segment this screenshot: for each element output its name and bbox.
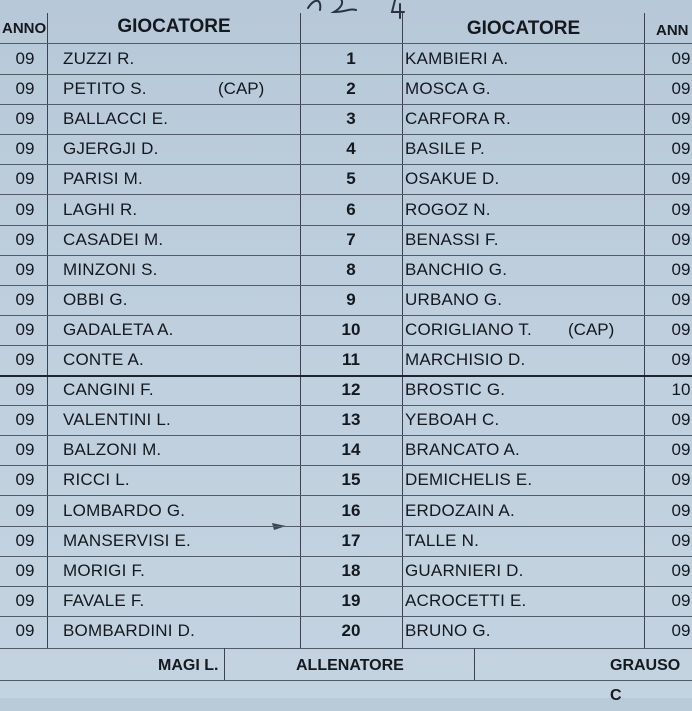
anno-header-left: ANNO	[2, 20, 47, 37]
shirt-number: 15	[341, 470, 361, 490]
anno-left: 09	[15, 289, 35, 309]
captain-mark-right	[568, 225, 642, 255]
coach-label: ALLENATORE	[296, 657, 404, 674]
anno-right: 09	[671, 560, 691, 580]
player-name-right: GUARNIERI D.	[405, 560, 524, 580]
anno-right: 09	[671, 530, 691, 550]
shirt-number: 20	[341, 620, 361, 640]
captain-mark-right	[568, 44, 642, 74]
player-name-right: MOSCA G.	[405, 79, 491, 99]
shirt-number: 13	[341, 410, 361, 430]
shirt-number: 12	[341, 380, 361, 400]
anno-left: 09	[15, 229, 35, 249]
player-name-right: KAMBIERI A.	[405, 49, 509, 68]
anno-left: 09	[15, 169, 35, 189]
anno-right: 09	[671, 470, 691, 490]
anno-left: 09	[15, 259, 35, 279]
anno-right: 09	[671, 440, 691, 460]
captain-mark-left	[218, 616, 298, 646]
player-name-left: MANSERVISI E.	[63, 530, 191, 550]
anno-right: 09	[671, 49, 691, 68]
anno-left: 09	[15, 590, 35, 610]
player-name-left: CONTE A.	[63, 350, 144, 369]
captain-mark-right	[568, 616, 642, 646]
coach-right: GRAUSO C	[610, 657, 681, 704]
captain-mark-left	[218, 375, 298, 405]
anno-left: 09	[15, 49, 35, 68]
player-name-right: MARCHISIO D.	[405, 350, 526, 369]
player-name-right: BANCHIO G.	[405, 259, 508, 279]
player-name-right: BRUNO G.	[405, 620, 491, 640]
anno-left: 09	[15, 410, 35, 430]
player-name-right: BRANCATO A.	[405, 440, 520, 460]
player-name-left: BALZONI M.	[63, 440, 162, 460]
shirt-number: 10	[341, 319, 361, 339]
anno-right: 09	[671, 79, 691, 99]
row-divider	[0, 104, 692, 105]
player-name-right: BASILE P.	[405, 139, 485, 159]
captain-mark-right	[568, 345, 642, 375]
player-name-left: MINZONI S.	[63, 259, 158, 279]
captain-mark-right	[568, 375, 642, 405]
anno-right: 09	[671, 500, 691, 520]
grid-line	[474, 648, 475, 680]
anno-left: 09	[15, 530, 35, 550]
captain-mark-right	[568, 285, 642, 315]
captain-mark-right	[568, 586, 642, 616]
player-name-left: RICCI L.	[63, 470, 130, 490]
captain-mark-right	[568, 164, 642, 194]
shirt-number: 9	[346, 289, 356, 309]
anno-right: 09	[671, 139, 691, 159]
shirt-number: 1	[346, 49, 356, 68]
anno-right: 09	[671, 229, 691, 249]
shirt-number: 8	[346, 259, 356, 279]
anno-left: 09	[15, 470, 35, 490]
shirt-number: 14	[341, 440, 361, 460]
shirt-number: 18	[341, 560, 361, 580]
anno-right: 09	[671, 410, 691, 430]
captain-mark-left	[218, 405, 298, 435]
anno-right: 09	[671, 350, 691, 369]
player-name-left: CANGINI F.	[63, 380, 154, 400]
captain-mark-left	[218, 586, 298, 616]
shirt-number: 17	[341, 530, 361, 550]
table-bottom-line	[0, 648, 692, 649]
captain-mark-right	[568, 134, 642, 164]
row-divider	[0, 74, 692, 75]
player-name-right: URBANO G.	[405, 289, 503, 309]
captain-mark-left	[218, 195, 298, 225]
row-divider	[0, 495, 692, 496]
anno-left: 09	[15, 560, 35, 580]
row-divider	[0, 225, 692, 226]
anno-left: 09	[15, 139, 35, 159]
shirt-number: 7	[346, 229, 356, 249]
player-name-left: PARISI M.	[63, 169, 143, 189]
anno-right: 09	[671, 289, 691, 309]
player-name-left: OBBI G.	[63, 289, 128, 309]
player-name-left: CASADEI M.	[63, 229, 164, 249]
row-divider	[0, 315, 692, 316]
giocatore-header-left: GIOCATORE	[117, 16, 231, 37]
captain-mark-right	[568, 435, 642, 465]
captain-mark-left	[218, 465, 298, 495]
row-divider	[0, 405, 692, 406]
anno-left: 09	[15, 620, 35, 640]
captain-mark-left	[218, 255, 298, 285]
captain-mark-left	[218, 435, 298, 465]
player-name-left: MORIGI F.	[63, 560, 146, 580]
row-divider	[0, 164, 692, 165]
player-name-left: GADALETA A.	[63, 319, 174, 339]
anno-right: 09	[671, 590, 691, 610]
shirt-number: 19	[341, 590, 361, 610]
player-name-right: CORIGLIANO T.	[405, 319, 532, 339]
row-divider	[0, 43, 692, 44]
player-name-right: CARFORA R.	[405, 109, 511, 129]
anno-right: 09	[671, 109, 691, 129]
captain-mark-left	[218, 164, 298, 194]
player-name-left: BALLACCI E.	[63, 109, 169, 129]
grid-line	[300, 13, 301, 649]
shirt-number: 6	[346, 199, 356, 219]
grid-line	[644, 13, 645, 649]
captain-mark-left	[218, 556, 298, 586]
row-divider	[0, 134, 692, 135]
captain-mark-left: (CAP)	[218, 79, 265, 99]
player-name-left: VALENTINI L.	[63, 410, 171, 430]
captain-mark-right	[568, 526, 642, 556]
captain-mark-right	[568, 255, 642, 285]
anno-left: 09	[15, 350, 35, 369]
captain-mark-left	[218, 285, 298, 315]
captain-mark-left	[218, 104, 298, 134]
anno-header-right: ANN	[656, 22, 689, 39]
row-divider	[0, 194, 692, 195]
player-name-right: OSAKUE D.	[405, 169, 500, 189]
player-name-right: BROSTIC G.	[405, 380, 506, 400]
giocatore-header-right: GIOCATORE	[466, 18, 581, 39]
player-name-left: BOMBARDINI D.	[63, 620, 196, 640]
player-name-left: FAVALE F.	[63, 590, 145, 610]
row-divider	[0, 435, 692, 436]
anno-left: 09	[15, 500, 35, 520]
row-divider	[0, 465, 692, 466]
row-divider	[0, 586, 692, 587]
player-name-left: LAGHI R.	[63, 199, 138, 219]
shirt-number: 3	[346, 109, 356, 129]
row-divider	[0, 255, 692, 256]
shirt-number: 11	[342, 350, 360, 369]
anno-right: 09	[671, 259, 691, 279]
captain-mark-left	[218, 345, 298, 375]
player-name-left: LOMBARDO G.	[63, 500, 186, 520]
grid-line	[402, 13, 403, 649]
shirt-number: 4	[346, 139, 356, 159]
grid-line	[224, 648, 225, 680]
anno-left: 09	[15, 440, 35, 460]
player-name-right: ERDOZAIN A.	[405, 500, 515, 520]
anno-left: 09	[15, 319, 35, 339]
row-divider	[0, 556, 692, 557]
anno-right: 09	[671, 199, 691, 219]
shirt-number: 16	[341, 500, 361, 520]
row-divider	[0, 375, 692, 377]
captain-mark-right	[568, 496, 642, 526]
captain-mark-right	[568, 465, 642, 495]
captain-mark-right	[568, 74, 642, 104]
anno-right: 09	[671, 319, 691, 339]
captain-mark-right	[568, 556, 642, 586]
player-name-left: GJERGJI D.	[63, 139, 159, 159]
player-name-left: ZUZZI R.	[63, 49, 135, 68]
player-name-right: ACROCETTI E.	[405, 590, 527, 610]
captain-mark-left	[218, 225, 298, 255]
player-name-right: BENASSI F.	[405, 229, 499, 249]
captain-mark-right: (CAP)	[568, 319, 615, 339]
anno-left: 09	[15, 79, 35, 99]
anno-right: 10	[671, 380, 691, 400]
captain-mark-left	[218, 315, 298, 345]
captain-mark-left	[218, 44, 298, 74]
player-name-right: ROGOZ N.	[405, 199, 491, 219]
captain-mark-left	[218, 134, 298, 164]
player-name-right: YEBOAH C.	[405, 410, 500, 430]
player-name-right: DEMICHELIS E.	[405, 470, 533, 490]
anno-left: 09	[15, 380, 35, 400]
row-divider	[0, 526, 692, 527]
player-name-left: PETITO S.	[63, 79, 147, 99]
anno-right: 09	[671, 169, 691, 189]
grid-line	[47, 13, 48, 649]
coach-left: MAGI L.	[158, 657, 219, 674]
shirt-number: 2	[346, 79, 356, 99]
row-divider	[0, 285, 692, 286]
captain-mark-right	[568, 195, 642, 225]
captain-mark-right	[568, 104, 642, 134]
row-divider	[0, 616, 692, 617]
anno-right: 09	[671, 620, 691, 640]
captain-mark-right	[568, 405, 642, 435]
player-name-right: TALLE N.	[405, 530, 480, 550]
row-divider	[0, 345, 692, 346]
anno-left: 09	[15, 199, 35, 219]
shirt-number: 5	[346, 169, 356, 189]
anno-left: 09	[15, 109, 35, 129]
